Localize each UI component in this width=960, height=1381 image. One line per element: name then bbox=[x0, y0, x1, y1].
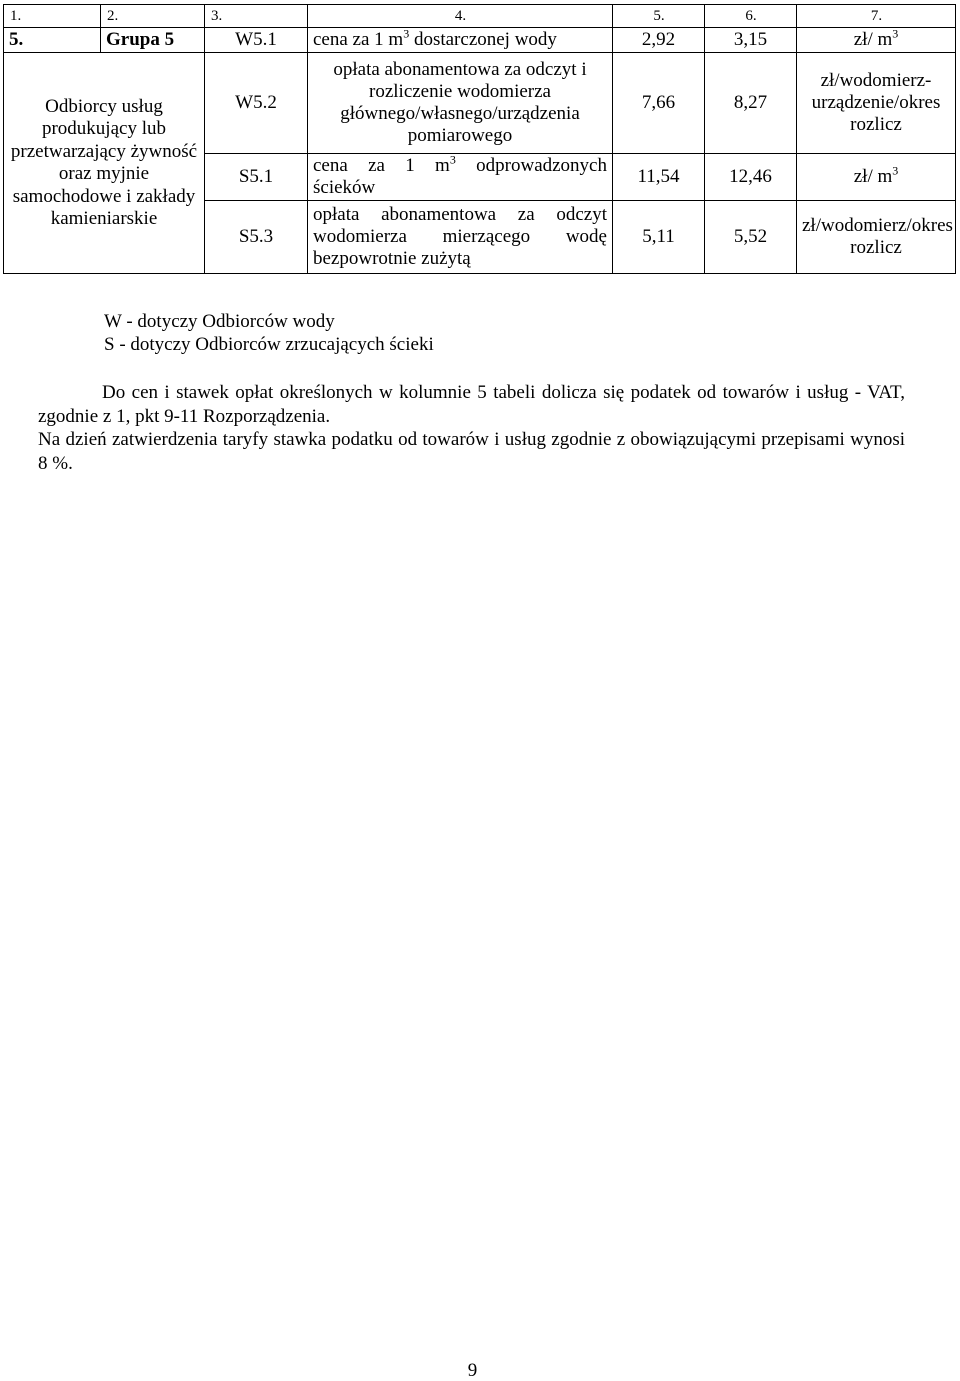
recipients-cell: Odbiorcy usług produkujący lub przetwarzający żywność oraz myjnie samochodowe i zakłady kamieniarskie bbox=[4, 53, 205, 274]
tariff-description: cena za 1 $m^3$ odprowadzonych ścieków bbox=[308, 154, 613, 201]
tariff-description: opłata abonamentowa za odczyt i rozliczenie wodomierza głównego/własnego/urządzenia pomiarowego bbox=[308, 53, 613, 154]
group-name: Grupa 5 bbox=[101, 28, 205, 53]
legend-water: W - dotyczy Odbiorców wody bbox=[104, 311, 335, 332]
price-net: 11,54 bbox=[613, 154, 705, 201]
price-net: 5,11 bbox=[613, 201, 705, 274]
column-number: 7. bbox=[797, 5, 956, 28]
vat-note-paragraph: Do cen i stawek opłat określonych w kolumnie 5 tabeli dolicza się podatek od towarów i usług - VAT, zgodnie z 1, pkt 9-11 Rozporządzenia. bbox=[38, 382, 905, 427]
price-gross: 12,46 bbox=[705, 154, 797, 201]
column-number-row bbox=[4, 5, 956, 28]
column-number: 2. bbox=[101, 5, 205, 28]
price-unit: zł/wodomierz-urządzenie/okres rozlicz bbox=[797, 53, 956, 154]
price-net: 7,66 bbox=[613, 53, 705, 154]
price-unit: zł/wodomierz/okres rozlicz bbox=[797, 201, 956, 274]
column-number: 4. bbox=[308, 5, 613, 28]
column-number: 6. bbox=[705, 5, 797, 28]
tariff-code: W5.2 bbox=[205, 53, 308, 154]
group-number: 5. bbox=[4, 28, 101, 53]
tariff-description: cena za 1 $m^3$ dostarczonej wody bbox=[308, 28, 613, 53]
legend-sewage: S - dotyczy Odbiorców zrzucających ścieki bbox=[104, 334, 434, 355]
price-net: 2,92 bbox=[613, 28, 705, 53]
tariff-code: W5.1 bbox=[205, 28, 308, 53]
tariff-code: S5.1 bbox=[205, 154, 308, 201]
tariff-description: opłata abonamentowa za odczyt wodomierza mierzącego wodę bezpowrotnie zużytą bbox=[308, 201, 613, 274]
price-gross: 5,52 bbox=[705, 201, 797, 274]
group-row bbox=[4, 28, 956, 53]
tariff-table bbox=[3, 4, 956, 274]
page-number: 9 bbox=[467, 1360, 478, 1381]
price-unit: zł/ $m^3$ bbox=[797, 154, 956, 201]
price-unit: zł/ $m^3$ bbox=[797, 28, 956, 53]
legend bbox=[104, 310, 434, 356]
column-number: 3. bbox=[205, 5, 308, 28]
price-gross: 3,15 bbox=[705, 28, 797, 53]
tariff-code: S5.3 bbox=[205, 201, 308, 274]
column-number: 1. bbox=[4, 5, 101, 28]
table-row bbox=[4, 53, 956, 154]
vat-note bbox=[38, 381, 905, 475]
vat-rate-paragraph: Na dzień zatwierdzenia taryfy stawka podatku od towarów i usług zgodnie z obowiązującymi przepisami wynosi 8 %. bbox=[38, 429, 905, 474]
price-gross: 8,27 bbox=[705, 53, 797, 154]
column-number: 5. bbox=[613, 5, 705, 28]
